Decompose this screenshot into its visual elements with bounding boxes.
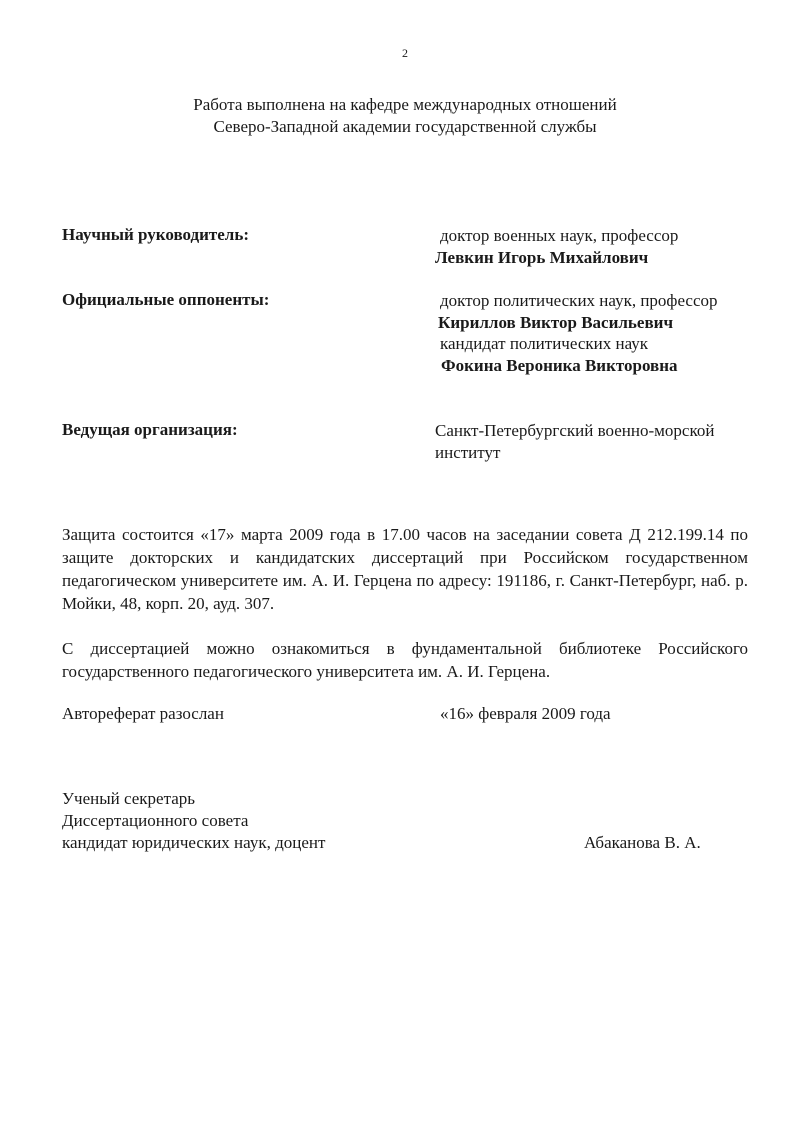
library-paragraph: С диссертацией можно ознакомиться в фундаментальной библиотеке Российского государственного педагогического университета им. А. И. Герцена. — [62, 639, 748, 681]
lead-org-label: Ведущая организация: — [62, 420, 238, 439]
page-number: 2 — [402, 46, 408, 60]
opponents-label: Официальные оппоненты: — [62, 290, 270, 309]
header-line-1: Работа выполнена на кафедре международных отношений — [193, 95, 617, 114]
secretary-line-1: Ученый секретарь — [62, 789, 196, 808]
supervisor-label: Научный руководитель: — [62, 225, 249, 244]
supervisor-name: Левкин Игорь Михайлович — [435, 248, 649, 267]
opponent-2-name: Фокина Вероника Викторовна — [441, 356, 678, 375]
defense-paragraph: Защита состоится «17» марта 2009 года в 17.00 часов на заседании совета Д 212.199.14 по защите докторских и кандидатских диссертаций при Российском государственном педагогическом университете им. А. И. Герцена по адресу: 191186, г. Санкт-Петербург, наб. р. Мойки, 48, корп. 20, ауд. 307. — [62, 525, 748, 613]
abstract-sent-label: Автореферат разослан — [62, 704, 224, 723]
secretary-line-2: Диссертационного совета — [62, 811, 249, 830]
opponent-2-title: кандидат политических наук — [440, 334, 649, 353]
lead-org-line-2: институт — [435, 443, 501, 462]
header-line-2: Северо-Западной академии государственной службы — [213, 117, 597, 136]
abstract-sent-date: «16» февраля 2009 года — [440, 704, 611, 723]
opponent-1-name: Кириллов Виктор Васильевич — [438, 313, 674, 332]
lead-org-line-1: Санкт-Петербургский военно-морской — [435, 421, 715, 440]
supervisor-title: доктор военных наук, профессор — [440, 226, 679, 245]
secretary-name: Абаканова В. А. — [584, 833, 701, 852]
secretary-line-3: кандидат юридических наук, доцент — [62, 833, 326, 852]
institution-header — [0, 94, 800, 138]
opponent-1-title: доктор политических наук, профессор — [440, 291, 718, 310]
